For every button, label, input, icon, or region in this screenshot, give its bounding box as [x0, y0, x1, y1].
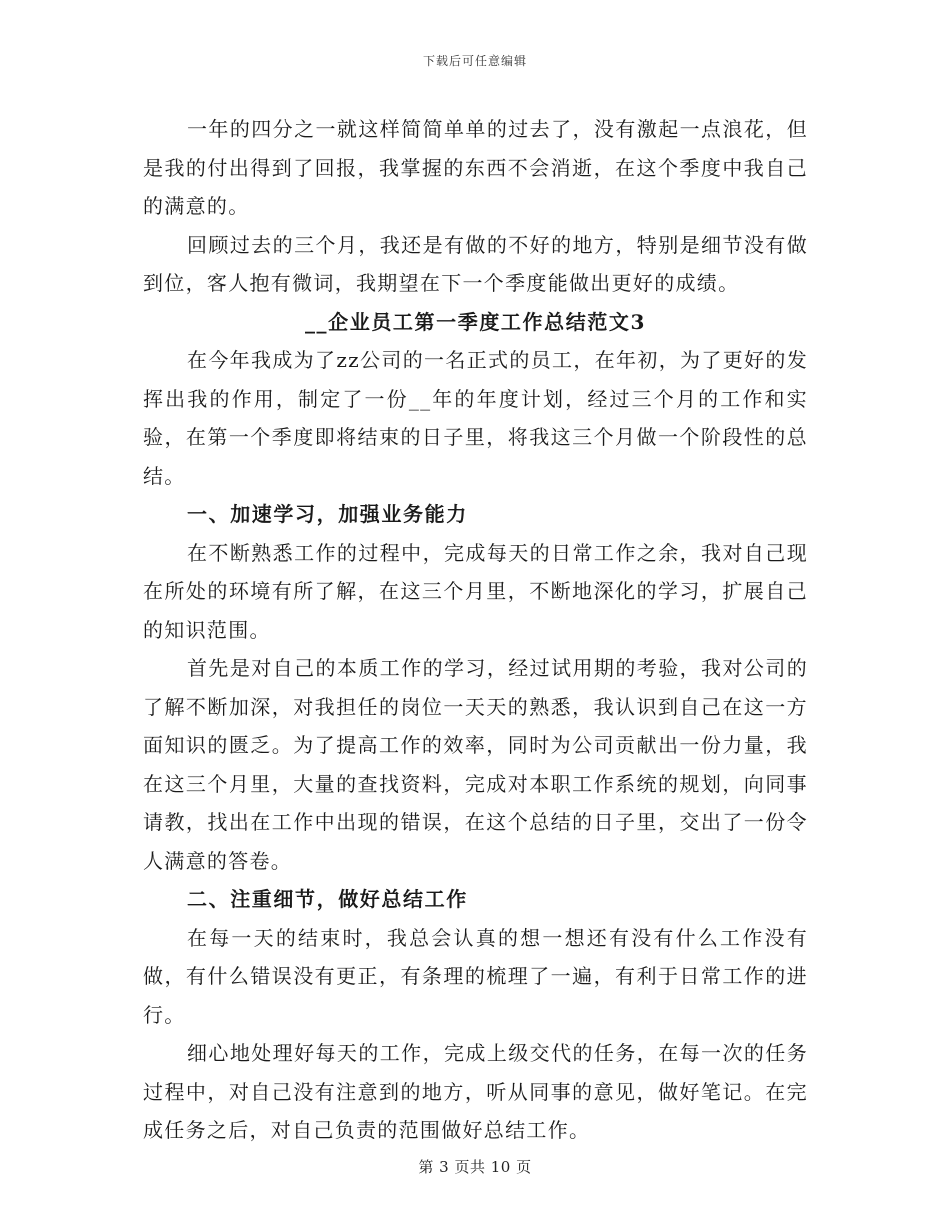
section-heading: 二、注重细节，做好总结工作: [187, 887, 468, 911]
paragraph: 在每一天的结束时，我总会认真的想一想还有没有什么工作没有做，有什么错误没有更正，有条理的梳理了一遍，有利于日常工作的进行。: [143, 925, 808, 1027]
paragraph: 在今年我成为了zz公司的一名正式的员工，在年初，为了更好的发挥出我的作用，制定了一份__年的年度计划，经过三个月的工作和实验，在第一个季度即将结束的日子里，将我这三个月做一个阶段性的总结。: [143, 348, 808, 488]
paragraph: 在不断熟悉工作的过程中，完成每天的日常工作之余，我对自己现在所处的环境有所了解，在这三个月里，不断地深化的学习，扩展自己的知识范围。: [143, 540, 808, 642]
paragraph: 回顾过去的三个月，我还是有做的不好的地方，特别是细节没有做到位，客人抱有微词，我期望在下一个季度能做出更好的成绩。: [143, 232, 808, 295]
paragraph: 细心地处理好每天的工作，完成上级交代的任务，在每一次的任务过程中，对自己没有注意到的地方，听从同事的意见，做好笔记。在完成任务之后，对自己负责的范围做好总结工作。: [143, 1041, 808, 1142]
section-title: __企业员工第一季度工作总结范文3: [304, 309, 647, 334]
page-number: 第 3 页共 10 页: [418, 1158, 532, 1176]
paragraph: 首先是对自己的本质工作的学习，经过试用期的考验，我对公司的了解不断加深，对我担任的岗位一天天的熟悉，我认识到自己在这一方面知识的匮乏。为了提高工作的效率，同时为公司贡献出一份力量，我在这三个月里，大量的查找资料，完成对本职工作系统的规划，向同事请教，找出在工作中出现的错误，在这个总结的日子里，交出了一份令人满意的答卷。: [143, 656, 808, 873]
page-header: 下载后可任意编辑: [422, 54, 527, 68]
section-heading: 一、加速学习，加强业务能力: [187, 502, 468, 526]
paragraph: 一年的四分之一就这样简简单单的过去了，没有激起一点浪花，但是我的付出得到了回报，我掌握的东西不会消逝，在这个季度中我自己的满意的。: [143, 117, 808, 218]
document-body: [143, 110, 808, 1150]
